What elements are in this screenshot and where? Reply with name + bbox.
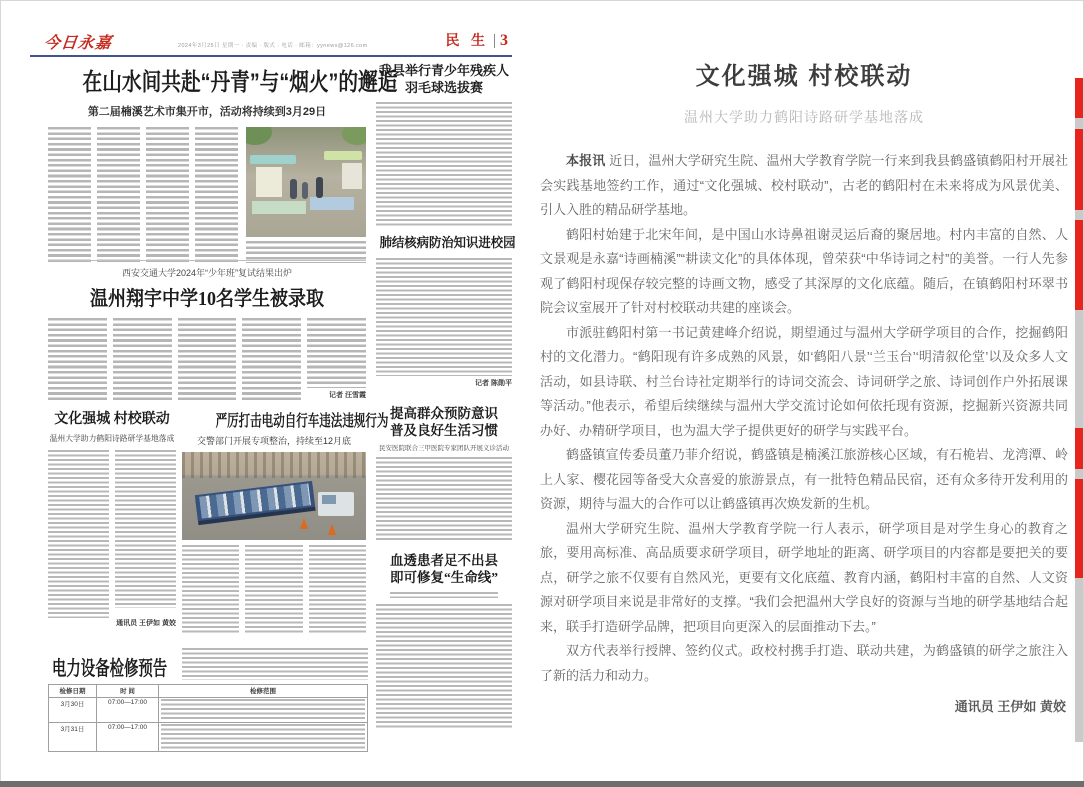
section-page-label (446, 30, 509, 50)
lead-in-label: 本报讯 (566, 153, 606, 168)
reader-article-title: 文化强城 村校联动 (695, 63, 913, 90)
reporter-credit: 记者 汪雪霞 (329, 392, 366, 399)
article-headline: 严厉打击电动自行车违法违规行为 (215, 413, 389, 430)
body-text-columns (182, 545, 366, 635)
article-badminton[interactable] (376, 62, 512, 226)
window-bottom-edge (0, 781, 1084, 787)
article-art-market[interactable] (48, 62, 398, 263)
article-reader-panel (540, 56, 1068, 715)
body-text-noise (307, 318, 366, 388)
body-text-noise (48, 318, 107, 400)
body-text-noise (178, 318, 237, 400)
masthead-rule (30, 55, 512, 57)
table-header-date: 检修日期 (49, 685, 97, 698)
paragraph-text: 近日，温州大学研究生院、温州大学教育学院一行来到我县鹤盛镇鹤阳村开展社会实践基地签约工作，通过“文化强城、校村联动”，古老的鹤阳村在未来将成为风景优美、引人入胜的精品研学基地。 (540, 153, 1068, 217)
newspaper-masthead-logo: 今日永嘉 (42, 35, 113, 52)
body-text-columns (48, 318, 366, 400)
article-paragraph (540, 149, 1068, 223)
cell-date: 3月30日 (49, 698, 97, 723)
body-text-noise (48, 450, 109, 618)
cell-date: 3月31日 (49, 723, 97, 752)
article-headline-line2: 普及良好生活习惯 (390, 423, 498, 438)
power-maintenance-notice[interactable] (48, 646, 370, 752)
body-text-noise (376, 604, 512, 730)
article-dialysis[interactable] (376, 552, 512, 730)
notice-intro-noise (182, 648, 368, 680)
article-xiangyu-school[interactable] (48, 266, 366, 400)
article-headline: 文化强城 村校联动 (54, 412, 170, 427)
body-text-noise (195, 127, 238, 263)
article-paragraph: 市派驻鹤阳村第一书记黄建峰介绍说，期望通过与温州大学研学项目的合作，挖掘鹤阳村的文化潜力。“鹤阳现有许多成熟的风景，如‘鹤阳八景’‘兰玉台’‘明清叙伦堂’以及众多人文活动，如县诗联、村兰台诗社定期举行的诗词交流会、诗词研学之旅、诗词创作户外拓展课等活动。”他表示，希望后续继续与温州大学交流讨论如何依托现有资源，挖掘新兴资源共同办好、办精研学项目，也为温大学子提供更好的研学与实践平台。 (540, 324, 1068, 438)
body-text-noise (309, 545, 366, 635)
table-row (49, 698, 368, 723)
reader-byline: 通讯员 王伊如 黄姣 (954, 699, 1066, 714)
body-text-noise (242, 318, 301, 400)
article-health-clinic[interactable] (376, 405, 512, 541)
article-headline: 在山水间共赴“丹青”与“烟火”的邂逅 (82, 69, 398, 96)
article-headline-line2: 羽毛球选拔赛 (404, 80, 483, 95)
scroll-match-marker[interactable] (1075, 78, 1083, 118)
body-text-noise (376, 457, 512, 541)
article-paragraph: 鹤盛镇宣传委员董乃菲介绍说，鹤盛镇是楠溪江旅游核心区域，有石桅岩、龙湾潭、岭上人家、樱花园等备受大众喜爱的旅游景点，有一批特色精品民宿，还有众多待开发利用的资源，期待与温大的合作可以让鹤盛镇再次焕发新的生机。 (540, 447, 1068, 511)
table-row (49, 723, 368, 752)
body-text-noise (97, 127, 140, 263)
article-headline-line1: 我县举行青少年残疾人 (378, 63, 509, 78)
scroll-match-marker[interactable] (1075, 428, 1083, 469)
scrollbar[interactable] (1075, 0, 1083, 787)
article-headline-line1: 提高群众预防意识 (390, 406, 498, 421)
article-subhead: 温州大学助力鹤阳诗路研学基地落成 (49, 434, 175, 443)
table-header-time: 时 间 (97, 685, 159, 698)
article-paragraph: 温州大学研究生院、温州大学教育学院一行人表示，研学项目是对学生身心的教育之旅，要用高标准、高品质要求研学项目，研学地址的距离、研学项目的内容都是要把关的要点，研学之旅不仅要有自然风光，更要有文化底蕴、教育内涵，鹤阳村丰富的自然、人文资源对研学项目来说是非常好的支撑。“我们会把温州大学良好的资源与当地的研学基地结合起来，联手打造研学品牌，把项目向更深入的层面推动下去。” (540, 520, 1068, 634)
body-text-columns (48, 127, 238, 263)
article-ebike-enforcement[interactable] (182, 408, 389, 635)
article-subhead: 民安医院联合三甲医院专家团队开展义诊活动 (379, 445, 509, 452)
maintenance-table (48, 684, 368, 752)
scroll-match-marker[interactable] (1075, 220, 1083, 310)
reader-article-body (540, 149, 1068, 688)
article-tb-prevention[interactable] (376, 232, 516, 388)
photo-art-market (246, 127, 366, 237)
scroll-match-marker[interactable] (1075, 479, 1083, 578)
article-subhead-noise (390, 592, 498, 598)
cell-scope-noise (161, 699, 365, 721)
body-text-noise (376, 258, 512, 376)
article-kicker: 西安交通大学2024年“少年班”复试结果出炉 (121, 268, 293, 278)
cell-time: 07:00—17:00 (97, 723, 159, 752)
scroll-match-marker[interactable] (1075, 129, 1083, 210)
newspaper-page-panel[interactable] (30, 24, 514, 760)
body-text-noise (376, 102, 512, 226)
reporter-credit: 通讯员 王伊如 黄姣 (116, 620, 176, 627)
table-header-scope: 检修范围 (159, 685, 368, 698)
article-paragraph: 双方代表举行授牌、签约仪式。政校村携手打造、联动共建，为鹤盛镇的研学之旅注入了新的活力和动力。 (540, 643, 1068, 683)
cell-scope-noise (161, 724, 365, 750)
article-subhead: 交警部门开展专项整治，持续至12月底 (196, 436, 351, 446)
section-divider (494, 34, 495, 48)
body-text-noise (245, 545, 302, 635)
masthead-info-line: 2024年3月25日 星期一 · 责编 · 版式 · 电话 · 邮箱：yynews@126.com (178, 43, 368, 49)
page-number: 3 (500, 32, 508, 49)
body-text-noise (113, 318, 172, 400)
article-subhead: 第二届楠溪艺术市集开市，活动将持续到3月29日 (87, 106, 327, 118)
article-headline: 肺结核病防治知识进校园 (379, 235, 516, 250)
article-headline: 温州翔宇中学10名学生被录取 (90, 288, 324, 310)
body-text-columns (48, 450, 176, 618)
article-headline-line1: 血透患者足不出县 (390, 553, 498, 568)
section-divider-rule (48, 260, 366, 261)
body-text-noise (115, 450, 176, 608)
reader-article-subtitle: 温州大学助力鹤阳诗路研学基地落成 (684, 109, 924, 125)
reporter-credit: 记者 陈勋平 (475, 380, 512, 387)
notice-title: 电力设备检修预告 (52, 658, 168, 680)
photo-tow-truck (182, 452, 366, 540)
body-text-noise (146, 127, 189, 263)
body-text-noise (182, 545, 239, 635)
article-headline-line2: 即可修复“生命线” (390, 570, 498, 585)
article-paragraph: 鹤阳村始建于北宋年间，是中国山水诗鼻祖谢灵运后裔的聚居地。村内丰富的自然、人文景观是永嘉“诗画楠溪”“耕读文化”的具体体现，曾荣获“中华诗词之村”的美誉。一行人先参观了鹤阳村现保存较完整的诗画文物，感受了其深厚的文化底蕴。随后，在镇鹤阳村环翠书院会议室展开了针对村校联动共建的座谈会。 (540, 226, 1068, 315)
body-text-noise (48, 127, 91, 263)
section-name: 民 生 (445, 34, 489, 49)
article-culture-village-school[interactable] (48, 408, 176, 628)
cell-time: 07:00—17:00 (97, 698, 159, 723)
